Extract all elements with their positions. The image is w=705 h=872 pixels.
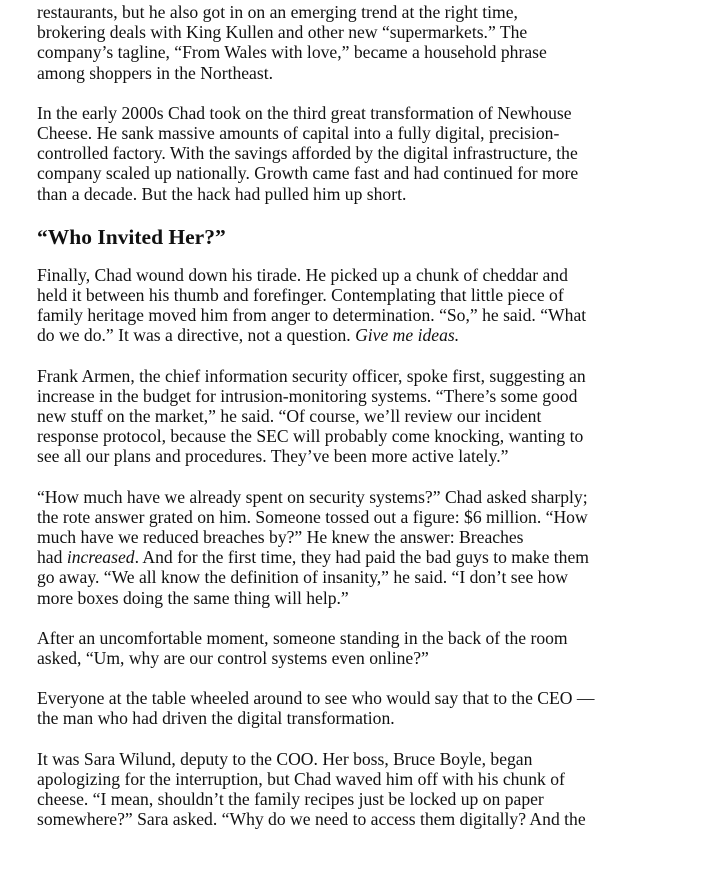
paragraph [37, 103, 677, 204]
text-line: It was Sara Wilund, deputy to the COO. Her boss, Bruce Boyle, began [37, 748, 533, 769]
text-line: held it between his thumb and forefinger. Contemplating that little piece of [37, 285, 564, 306]
paragraph [37, 265, 677, 346]
text-line: than a decade. But the hack had pulled him up short. [37, 183, 407, 204]
text-line: company’s tagline, “From Wales with love,” became a household phrase [37, 42, 547, 63]
text-line: go away. “We all know the definition of insanity,” he said. “I don’t see how [37, 567, 568, 588]
text-run: do we do.” It was a directive, not a question. [37, 325, 356, 346]
paragraph [37, 688, 677, 728]
document-page [37, 0, 677, 850]
text-line: restaurants, but he also got in on an emerging trend at the right time, [37, 2, 518, 22]
text-line: brokering deals with King Kullen and other new “supermarkets.” The [37, 22, 528, 43]
text-line [37, 325, 677, 345]
text-line: apologizing for the interruption, but Chad waved him off with his chunk of [37, 768, 565, 789]
text-line: company scaled up nationally. Growth came fast and had continued for more [37, 163, 579, 184]
paragraph [37, 628, 677, 668]
text-line: “How much have we already spent on security systems?” Chad asked sharply; [37, 486, 588, 507]
text-line: response protocol, because the SEC will probably come knocking, wanting to [37, 426, 584, 447]
italic-text: increased [66, 547, 135, 568]
text-line: controlled factory. With the savings afforded by the digital infrastructure, the [37, 143, 578, 164]
section-heading: “Who Invited Her?” [37, 224, 226, 249]
text-line: Cheese. He sank massive amounts of capital into a fully digital, precision- [37, 123, 560, 144]
text-line: much have we reduced breaches by?” He knew the answer: Breaches [37, 527, 524, 548]
text-run: had [37, 547, 67, 568]
text-line: Everyone at the table wheeled around to see who would say that to the CEO — [37, 688, 595, 709]
text-line: In the early 2000s Chad took on the third great transformation of Newhouse [37, 102, 572, 123]
text-line [37, 547, 677, 567]
text-line: more boxes doing the same thing will help.” [37, 587, 349, 608]
text-line: cheese. “I mean, shouldn’t the family recipes just be locked up on paper [37, 789, 544, 810]
paragraph [37, 366, 677, 467]
paragraph [37, 749, 677, 830]
paragraph [37, 2, 677, 83]
paragraph [37, 487, 677, 608]
text-line: family heritage moved him from anger to determination. “So,” he said. “What [37, 305, 587, 326]
text-line: among shoppers in the Northeast. [37, 62, 274, 83]
text-line: see all our plans and procedures. They’ve been more active lately.” [37, 446, 509, 467]
text-line: Frank Armen, the chief information security officer, spoke first, suggesting an [37, 365, 586, 386]
text-line: asked, “Um, why are our control systems even online?” [37, 648, 429, 669]
text-line: the rote answer grated on him. Someone tossed out a figure: $6 million. “How [37, 506, 588, 527]
text-line: somewhere?” Sara asked. “Why do we need to access them digitally? And the [37, 809, 586, 830]
text-line: increase in the budget for intrusion-monitoring systems. “There’s some good [37, 385, 578, 406]
text-line: new stuff on the market,” he said. “Of course, we’ll review our incident [37, 406, 542, 427]
text-line: the man who had driven the digital transformation. [37, 708, 395, 729]
text-run: . And for the first time, they had paid the bad guys to make them [134, 547, 589, 568]
text-line: After an uncomfortable moment, someone standing in the back of the room [37, 627, 568, 648]
italic-text: Give me ideas. [355, 325, 460, 346]
text-line: Finally, Chad wound down his tirade. He picked up a chunk of cheddar and [37, 264, 568, 285]
